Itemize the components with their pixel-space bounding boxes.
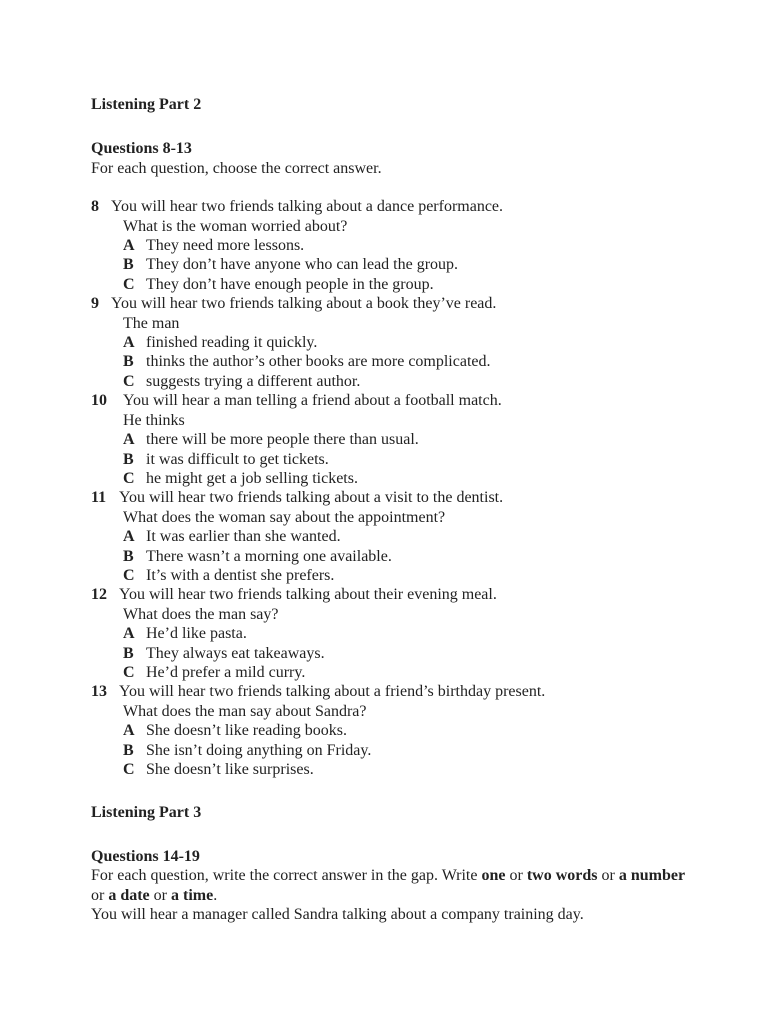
question-9 [91, 294, 691, 391]
instruction-text: or [149, 886, 171, 904]
instruction-text: . [213, 886, 218, 904]
question-prompt: What does the man say about Sandra? [123, 702, 367, 720]
part2-questions-heading: Questions 8-13 [91, 140, 192, 158]
option-letter: C [123, 372, 135, 390]
question-stem: You will hear two friends talking about a book they’ve read. [111, 295, 497, 313]
question-stem: You will hear two friends talking about a visit to the dentist. [119, 489, 504, 507]
question-stem: You will hear two friends talking about their evening meal. [119, 586, 497, 604]
option-letter: C [123, 566, 135, 584]
option-a[interactable] [91, 236, 691, 255]
option-text: finished reading it quickly. [146, 334, 318, 352]
instruction-emphasis: one [481, 867, 506, 885]
option-c[interactable] [91, 372, 691, 391]
instruction-text: or [91, 886, 109, 904]
option-text: They need more lessons. [146, 237, 305, 255]
option-c[interactable] [91, 663, 691, 682]
option-text: They don’t have anyone who can lead the group. [146, 256, 459, 274]
option-letter: A [123, 237, 135, 255]
option-text: suggests trying a different author. [146, 372, 361, 390]
instruction-emphasis: a time [170, 886, 214, 904]
option-a[interactable] [91, 333, 691, 352]
question-number: 13 [91, 683, 107, 701]
question-prompt: What does the woman say about the appointment? [123, 508, 446, 526]
instruction-text: or [505, 867, 527, 885]
question-list [91, 197, 691, 779]
option-text: They don’t have enough people in the group. [146, 275, 434, 293]
question-stem: You will hear a man telling a friend about a football match. [123, 392, 502, 410]
option-b[interactable] [91, 547, 691, 566]
option-text: he might get a job selling tickets. [146, 469, 358, 487]
option-letter: C [123, 469, 135, 487]
option-letter: C [123, 663, 135, 681]
part3-heading: Listening Part 3 [91, 804, 202, 822]
question-prompt: The man [123, 314, 180, 332]
part3-questions-heading: Questions 14-19 [91, 847, 200, 865]
question-stem: You will hear two friends talking about a dance performance. [111, 198, 504, 216]
option-b[interactable] [91, 352, 691, 371]
option-text: thinks the author’s other books are more complicated. [146, 353, 491, 371]
option-a[interactable] [91, 624, 691, 643]
option-text: There wasn’t a morning one available. [146, 547, 392, 565]
instruction-text: For each question, write the correct answer in the gap. Write [91, 867, 482, 885]
option-c[interactable] [91, 275, 691, 294]
option-letter: A [123, 722, 135, 740]
question-number: 11 [91, 489, 107, 507]
question-8 [91, 197, 691, 294]
option-letter: A [123, 528, 135, 546]
question-prompt: What is the woman worried about? [123, 217, 348, 235]
question-stem: You will hear two friends talking about a friend’s birthday present. [119, 683, 546, 701]
option-letter: B [123, 644, 134, 662]
part3-context: You will hear a manager called Sandra talking about a company training day. [91, 906, 584, 924]
option-c[interactable] [91, 760, 691, 779]
option-a[interactable] [91, 430, 691, 449]
option-letter: B [123, 741, 134, 759]
question-13 [91, 682, 691, 779]
option-text: She doesn’t like reading books. [146, 722, 348, 740]
document-page [91, 95, 691, 924]
option-text: It’s with a dentist she prefers. [146, 566, 335, 584]
option-b[interactable] [91, 450, 691, 469]
option-c[interactable] [91, 469, 691, 488]
question-prompt: What does the man say? [123, 605, 279, 623]
option-letter: B [123, 353, 134, 371]
question-prompt: He thinks [123, 411, 185, 429]
part2-instruction: For each question, choose the correct answer. [91, 159, 382, 177]
question-11 [91, 488, 691, 585]
question-number: 8 [91, 198, 99, 216]
option-text: He’d like pasta. [146, 625, 247, 643]
option-letter: B [123, 450, 134, 468]
option-text: it was difficult to get tickets. [146, 450, 329, 468]
option-text: He’d prefer a mild curry. [146, 663, 306, 681]
option-letter: B [123, 256, 134, 274]
option-letter: A [123, 625, 135, 643]
question-number: 12 [91, 586, 107, 604]
option-a[interactable] [91, 721, 691, 740]
question-12 [91, 585, 691, 682]
option-c[interactable] [91, 566, 691, 585]
option-letter: A [123, 431, 135, 449]
option-text: They always eat takeaways. [146, 644, 325, 662]
option-text: She isn’t doing anything on Friday. [146, 741, 372, 759]
question-number: 10 [91, 392, 107, 410]
option-text: It was earlier than she wanted. [146, 528, 341, 546]
option-letter: C [123, 761, 135, 778]
option-letter: C [123, 275, 135, 293]
option-letter: B [123, 547, 134, 565]
option-text: there will be more people there than usual. [146, 431, 419, 449]
question-number: 9 [91, 295, 99, 313]
option-letter: A [123, 334, 135, 352]
option-a[interactable] [91, 527, 691, 546]
part2-heading: Listening Part 2 [91, 96, 202, 113]
instruction-emphasis: a date [108, 886, 150, 904]
option-text: She doesn’t like surprises. [146, 761, 314, 778]
option-b[interactable] [91, 741, 691, 760]
instruction-emphasis: two words [526, 867, 598, 885]
instruction-emphasis: a number [618, 867, 686, 885]
question-10 [91, 391, 691, 488]
option-b[interactable] [91, 644, 691, 663]
part3-instruction [91, 866, 691, 905]
option-b[interactable] [91, 255, 691, 274]
instruction-text: or [597, 867, 619, 885]
